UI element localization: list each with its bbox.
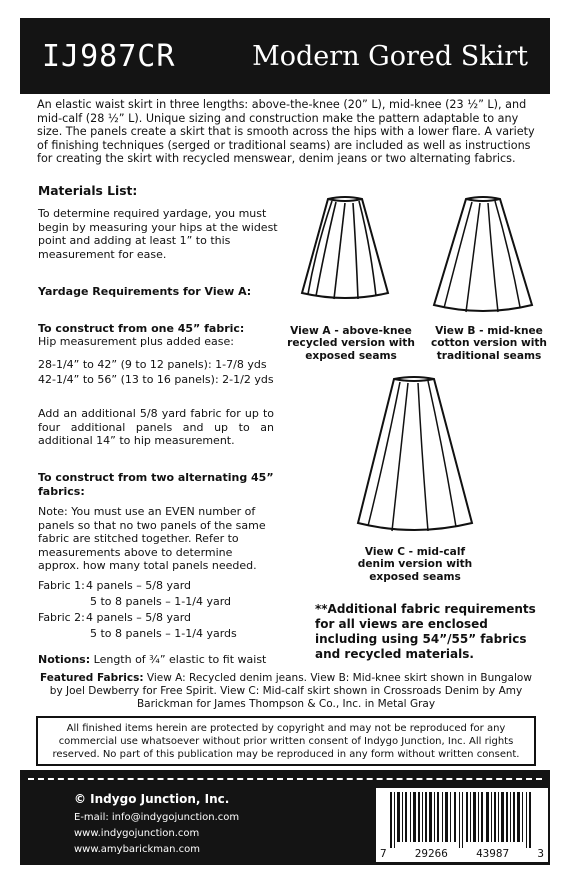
yardage-line-2: 42-1/4” to 56” (13 to 16 panels): 2-1/2 yds (38, 373, 274, 386)
featured-text: View A: Recycled denim jeans. View B: Mid-knee skirt shown in Bungalow by Joel Dewberry for Free Spirit. View C: Mid-calf skirt shown in Crossroads Denim by Amy Barickman for James Thompson & Co., Inc. in Metal Gray (49, 672, 532, 710)
footer-dashed-line (28, 778, 542, 780)
copyright-notice: All finished items herein are protected by copyright and may not be reproduced for any commercial use whatsoever without prior written consent of Indygo Junction, Inc. All rights reserved. No part of this publication may be reproduced in any form without written consent. (36, 716, 536, 766)
barcode (376, 788, 548, 862)
footer-bar (20, 770, 550, 865)
one-fabric-sub: Hip measurement plus added ease: (38, 335, 234, 348)
yardage-line-1: 28-1/4” to 42” (9 to 12 panels): 1-7/8 yds (38, 358, 267, 371)
additional-fabric-text: Add an additional 5/8 yard fabric for up to four additional panels and up to an additional 14” to hip measurement. (38, 407, 274, 447)
intro-paragraph: An elastic waist skirt in three lengths: above-the-knee (20” L), mid-knee (23 ½” L), and mid-calf (28 ½” L). Unique sizing and construction make the pattern adaptable to any size. The panels create a skirt that is smooth across the hips with a lower flare. A variety of finishing techniques (serged or traditional seams) are included as well as instructions for creating the skirt with recycled menswear, denim jeans or two alternating fabrics. (37, 98, 535, 166)
fabric1-line-2: 5 to 8 panels – 1-1/4 yard (90, 595, 232, 608)
view-a-caption: View A - above-knee recycled version with exposed seams (287, 325, 415, 362)
yardage-heading: Yardage Requirements for View A: (38, 285, 252, 298)
notions-value: Length of ¾” elastic to fit waist (93, 653, 267, 666)
footer-company: © Indygo Junction, Inc. (74, 792, 230, 806)
barcode-digit-check: 3 (537, 847, 544, 860)
pattern-code: IJ987CR (42, 38, 176, 74)
fabric1-line-1: 4 panels – 5/8 yard (86, 579, 191, 592)
additional-requirements-note: **Additional fabric requirements for all views are enclosed including using 54”/55” fabrics and recycled materials. (315, 602, 536, 661)
footer-email: E-mail: info@indygojunction.com (74, 812, 240, 823)
barcode-bars (376, 790, 548, 850)
barcode-digits-right: 43987 (476, 847, 510, 860)
two-fabric-heading: To construct from two alternating 45” fabrics: (38, 471, 274, 498)
fabric2-line-1: 4 panels – 5/8 yard (86, 611, 191, 624)
notions-label: Notions: (38, 653, 91, 666)
two-fabric-note: Note: You must use an EVEN number of panels so that no two panels of the same fabric are stitched together. Refer to measurements above to determine approx. how many total panels needed. (38, 505, 266, 572)
materials-heading: Materials List: (38, 184, 138, 198)
barcode-digit-prefix: 7 (380, 847, 387, 860)
fabric1-label: Fabric 1: (38, 579, 85, 592)
view-b-skirt-illustration (428, 193, 538, 318)
pattern-title: Modern Gored Skirt (252, 40, 528, 72)
view-c-skirt-illustration (352, 373, 478, 538)
view-b-caption: View B - mid-knee cotton version with traditional seams (431, 325, 547, 362)
barcode-digits-left: 29266 (414, 847, 448, 860)
fabric2-line-2: 5 to 8 panels – 1-1/4 yards (90, 627, 237, 640)
view-a-skirt-illustration (296, 193, 394, 303)
fabric2-label: Fabric 2: (38, 611, 85, 624)
view-c-caption: View C - mid-calf denim version with exposed seams (357, 546, 473, 583)
featured-fabrics (36, 672, 536, 711)
barcode-digits (380, 847, 544, 860)
footer-website-2: www.amybarickman.com (74, 844, 200, 855)
materials-text: To determine required yardage, you must begin by measuring your hips at the widest point and adding at least 1” to this measurement for ease. (38, 207, 278, 261)
notions-row (38, 653, 266, 667)
title-banner (20, 18, 550, 94)
featured-label: Featured Fabrics: (40, 672, 144, 684)
one-fabric-heading: To construct from one 45” fabric: (38, 322, 245, 335)
footer-website-1: www.indygojunction.com (74, 828, 200, 839)
